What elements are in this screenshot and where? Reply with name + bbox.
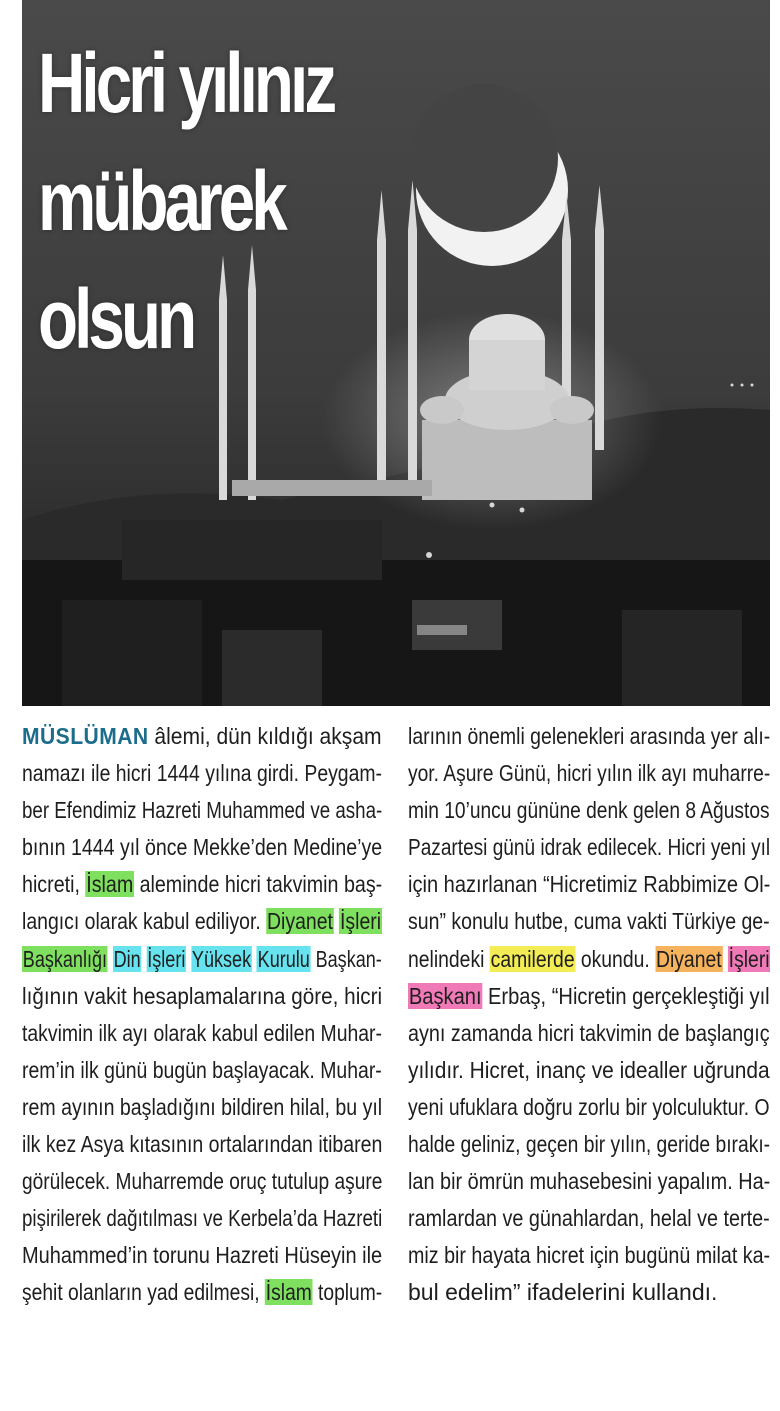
article-text: langıcı olarak kabul ediliyor. [22,908,267,935]
article-text: yeni ufuklara doğru zorlu bir yolculuktur. O [408,1093,770,1120]
headline-line: Hicri yılınız [38,36,334,130]
article-text: toplum- [312,1279,382,1306]
article-text: namazı ile hicri 1444 yılına girdi. Peygam- [22,760,382,787]
highlighted-term: İslam [265,1279,312,1306]
article-body [22,718,770,1398]
article-text: larının önemli gelenekleri arasında yer alı- [408,723,770,749]
article-line [408,903,770,940]
article-line [408,1163,770,1200]
article-line [22,941,382,978]
article-line [22,792,382,829]
article-text: hicreti, [22,871,86,898]
article-text: bının 1444 yıl önce Mekke’den Medine’ye [22,834,382,861]
article-line [22,1237,382,1274]
article-text: Muhammed’in torunu Hazreti Hüseyin ile [22,1242,382,1269]
article-line [22,1052,382,1089]
highlighted-term: İslam [86,871,134,898]
article-text: lan bir ömrün muhasebesini yapalım. Ha- [408,1168,770,1195]
article-line [408,829,770,866]
article-line [408,1274,770,1311]
article-text: Erbaş, “Hicretin gerçekleştiği yıl [482,982,770,1009]
article-line [22,1126,382,1163]
article-text: halde geliniz, geçen bir yılın, geride bırakı- [408,1131,770,1158]
article-text: bul edelim” ifadelerini kullandı. [408,1279,718,1306]
headline-line: mübarek [38,154,284,248]
article-line [22,1274,382,1311]
article-text: rem’in ilk günü bugün başlayacak. Muhar- [22,1056,382,1083]
article-line [408,978,770,1015]
article-line [22,1163,382,1200]
article-line [408,1126,770,1163]
highlighted-term: Diyanet [267,908,333,935]
article-text: Pazartesi günü idrak edilecek. Hicri yeni yıl [408,834,770,861]
article-line [22,978,382,1015]
article-line [22,755,382,792]
article-line [408,755,770,792]
article-line [22,1200,382,1237]
article-text: sun” konulu hutbe, cuma vakti Türkiye ge- [408,908,770,935]
article-text [186,946,191,972]
article-text: okundu. [575,945,656,972]
article-line [408,1015,770,1052]
article-line [22,903,382,940]
article-text: nelindeki [408,945,490,972]
article-line [22,1089,382,1126]
highlighted-term: Kurulu [257,945,310,972]
article-text: pişirilerek dağıtılması ve Kerbela’da Hazreti [22,1205,382,1232]
article-line [408,718,770,755]
highlighted-term: İşleri [728,945,770,972]
highlighted-term: Yüksek [191,945,252,972]
article-line [22,829,382,866]
article-text: yor. Aşure Günü, hicri yılın ilk ayı muharre- [408,760,770,787]
highlighted-term: Din [113,945,141,972]
article-text: ber Efendimiz Hazreti Muhammed ve asha- [22,797,382,824]
article-line [408,792,770,829]
article-line [22,718,382,755]
article-line [408,1237,770,1274]
article-text: ramlardan ve günahlardan, helal ve terte- [408,1205,770,1232]
article-line [408,1200,770,1237]
headline [38,24,333,378]
article-line [408,1089,770,1126]
headline-line: olsun [38,272,194,366]
highlighted-term: İşleri [147,945,186,972]
highlighted-term: Başkanlığı [22,945,108,972]
article-text: miz bir hayata hicret için bugünü milat ka- [408,1242,770,1269]
kicker-word: MÜSLÜMAN [22,723,149,749]
article-text: aleminde hicri takvimin baş- [134,871,382,898]
article-text: aynı zamanda hicri takvimin de başlangıç [408,1019,770,1046]
article-text: görülecek. Muharremde oruç tutulup aşure [22,1168,382,1195]
article-line [408,941,770,978]
article-text: Başkan- [310,945,382,972]
article-text: şehit olanların yad edilmesi, [22,1279,265,1306]
article-line [22,1015,382,1052]
article-text: için hazırlanan “Hicretimiz Rabbimize Ol- [408,871,770,898]
article-line [22,866,382,903]
article-line [408,1052,770,1089]
header-photo [22,0,770,706]
highlighted-term: İşleri [340,908,382,935]
article-column-left [22,718,382,1398]
article-text: ilk kez Asya kıtasının ortalarından itibaren [22,1131,382,1158]
highlighted-term: Başkanı [408,982,482,1009]
article-column-right [408,718,770,1398]
highlighted-term: camilerde [490,945,575,972]
article-text: min 10’uncu gününe denk gelen 8 Ağustos [408,797,770,824]
article-text: rem ayının başladığını bildiren hilal, bu yıl [22,1093,382,1120]
article-text: yılıdır. Hicret, inanç ve idealler uğrunda [408,1056,770,1083]
article-text: âlemi, dün kıldığı akşam [148,723,382,749]
highlighted-term: Diyanet [655,945,722,972]
article-text: lığının vakit hesaplamalarına göre, hicri [22,982,382,1009]
article-line [408,866,770,903]
article-text: takvimin ilk ayı olarak kabul edilen Muhar- [22,1019,382,1046]
